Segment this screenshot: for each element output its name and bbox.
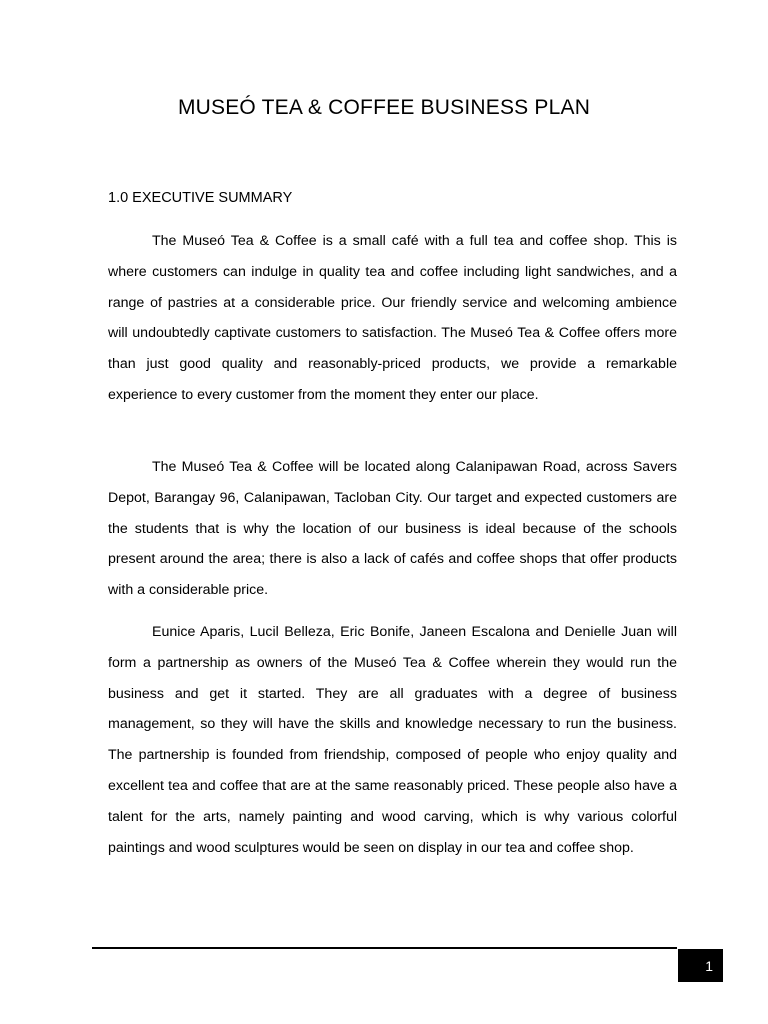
paragraph-3 <box>108 617 677 863</box>
paragraph-3-text: Eunice Aparis, Lucil Belleza, Eric Bonife, Janeen Escalona and Denielle Juan will form a partnership as owners of the Museó Tea & Coffee wherein they would run the business and get it started. They are all graduates with a degree of business management, so they will have the skills and knowledge necessary to run the business. The partnership is founded from friendship, composed of people who enjoy quality and excellent tea and coffee that are at the same reasonably priced. These people also have a talent for the arts, namely painting and wood carving, which is why various colorful paintings and wood sculptures would be seen on display in our tea and coffee shop. <box>108 624 677 856</box>
page-number: 1 <box>705 957 713 974</box>
page-number-box <box>678 949 723 982</box>
paragraph-2-text: The Museó Tea & Coffee will be located along Calanipawan Road, across Savers Depot, Barangay 96, Calanipawan, Tacloban City. Our target and expected customers are the students that is why the location of our business is ideal because of the schools present around the area; there is also a lack of cafés and coffee shops that offer products with a considerable price. <box>108 459 677 599</box>
paragraph-1-text: The Museó Tea & Coffee is a small café with a full tea and coffee shop. This is where customers can indulge in quality tea and coffee including light sandwiches, and a range of pastries at a considerable price. Our friendly service and welcoming ambience will undoubtedly captivate customers to satisfaction. The Museó Tea & Coffee offers more than just good quality and reasonably-priced products, we provide a remarkable experience to every customer from the moment they enter our place. <box>108 233 677 403</box>
section-heading: 1.0 EXECUTIVE SUMMARY <box>108 190 293 206</box>
document-title: MUSEÓ TEA & COFFEE BUSINESS PLAN <box>177 96 591 119</box>
footer-rule <box>92 947 677 949</box>
paragraph-2 <box>108 452 677 606</box>
paragraph-1 <box>108 226 677 411</box>
